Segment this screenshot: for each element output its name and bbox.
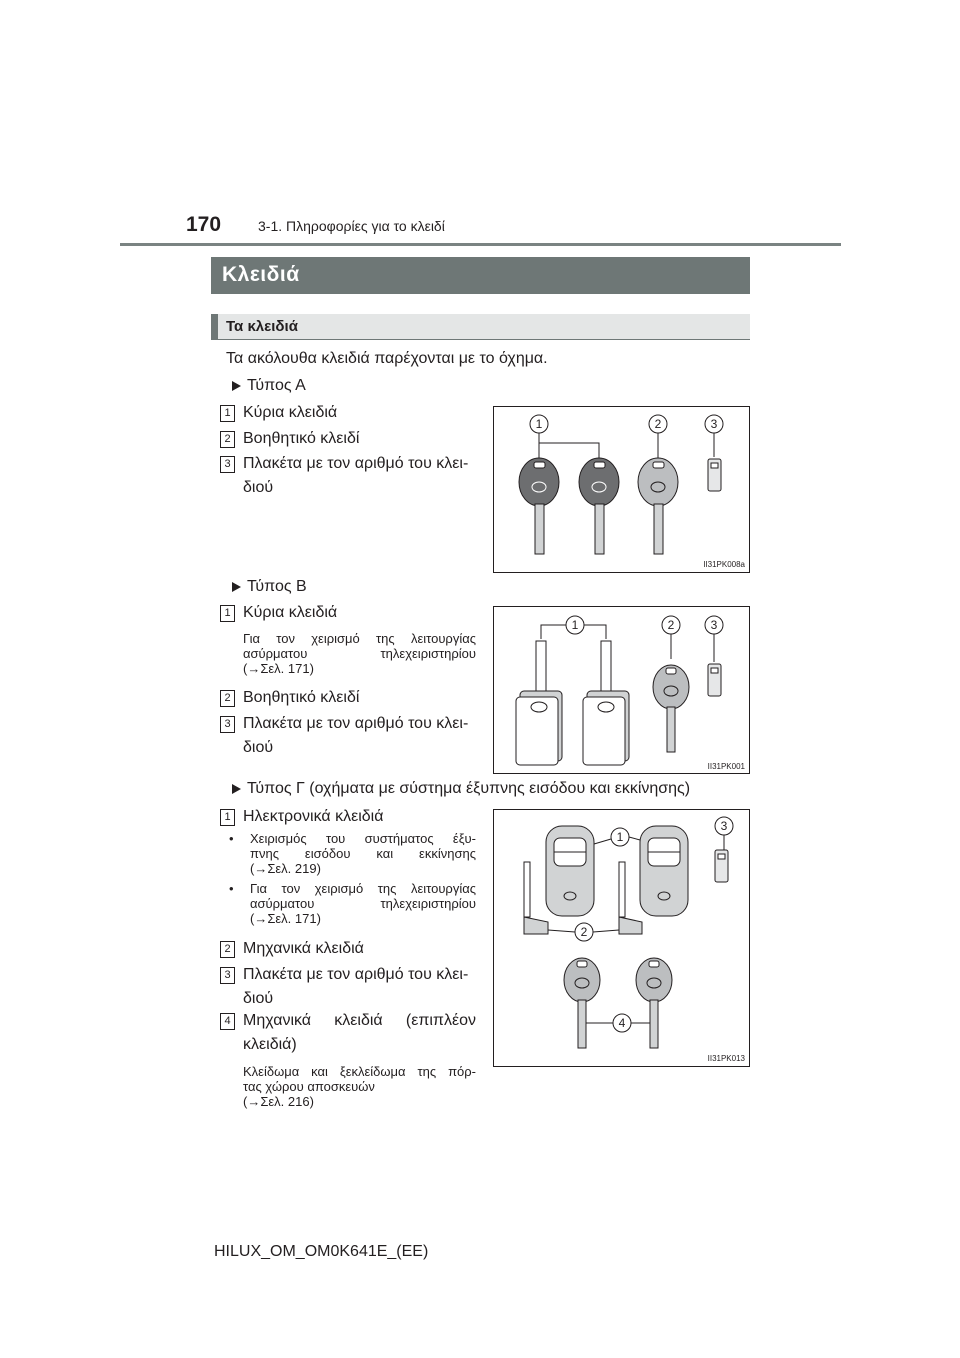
- item-note: Κλείδωμα και ξεκλείδωμα της πόρ-: [243, 1064, 476, 1079]
- item-number: 3: [220, 716, 235, 733]
- callout: 2: [580, 925, 588, 939]
- callout: 2: [654, 417, 662, 431]
- type-a-heading-text: Τύπος Α: [247, 377, 306, 394]
- item-number: 1: [220, 809, 235, 826]
- item-number: 2: [220, 431, 235, 448]
- header-divider: [120, 243, 841, 246]
- item-text: διού: [243, 479, 274, 496]
- item-text: Ηλεκτρονικά κλειδιά: [243, 808, 384, 825]
- figure-type-c: [493, 809, 750, 1067]
- page-number: 170: [186, 213, 222, 236]
- item-number: 1: [220, 605, 235, 622]
- bullet-text: ασύρματου τηλεχειριστηρίου: [250, 896, 476, 911]
- item-text: διού: [243, 739, 274, 756]
- item-number: 4: [220, 1013, 235, 1030]
- callout: 2: [667, 618, 675, 632]
- item-number: 2: [220, 941, 235, 958]
- callout: 3: [720, 819, 728, 833]
- bullet-dot: •: [229, 831, 234, 846]
- triangle-bullet-icon: [232, 381, 241, 391]
- bullet-text: (→Σελ. 219): [250, 861, 321, 876]
- bullet-text: Χειρισμός του συστήματος έξυ-: [250, 831, 476, 846]
- bullet-text: (→Σελ. 171): [250, 911, 321, 926]
- item-text: Πλακέτα με τον αριθμό του κλει-: [243, 966, 469, 983]
- item-text: Κύρια κλειδιά: [243, 404, 338, 421]
- item-text: κλειδιά): [243, 1036, 297, 1053]
- callout: 1: [535, 417, 543, 431]
- item-text: Κύρια κλειδιά: [243, 604, 338, 621]
- item-note: (→Σελ. 216): [243, 1094, 314, 1109]
- callout: 3: [710, 618, 718, 632]
- item-text: Βοηθητικό κλειδί: [243, 430, 360, 447]
- section-accent: [211, 314, 218, 339]
- type-c-heading-text: Τύπος Γ (οχήματα με σύστημα έξυπνης εισόδου και εκκίνησης): [247, 780, 691, 797]
- figure-type-a: [493, 406, 750, 573]
- item-text: Μηχανικά κλειδιά (επιπλέον: [243, 1012, 476, 1029]
- item-number: 3: [220, 456, 235, 473]
- item-text: Μηχανικά κλειδιά: [243, 940, 364, 957]
- item-note: τας χώρου αποσκευών: [243, 1079, 375, 1094]
- callout: 1: [616, 830, 624, 844]
- bullet-dot: •: [229, 881, 234, 896]
- type-a-heading: [232, 374, 306, 398]
- page-title: Κλειδιά: [222, 263, 300, 286]
- bullet-text: πνης εισόδου και εκκίνησης: [250, 846, 476, 861]
- item-text: Πλακέτα με τον αριθμό του κλει-: [243, 455, 469, 472]
- figure-code: II31PK013: [707, 1054, 745, 1063]
- triangle-bullet-icon: [232, 582, 241, 592]
- chapter-title: 3-1. Πληροφορίες για το κλειδί: [258, 218, 445, 234]
- callout: 3: [710, 417, 718, 431]
- callout: 4: [618, 1016, 626, 1030]
- figure-code: II31PK008a: [703, 560, 745, 569]
- item-text: διού: [243, 990, 274, 1007]
- type-c-heading: [232, 777, 690, 801]
- item-number: 1: [220, 405, 235, 422]
- triangle-bullet-icon: [232, 784, 241, 794]
- figure-code: II31PK001: [707, 762, 745, 771]
- keys-illustration: [494, 810, 749, 1066]
- keys-illustration: [494, 407, 749, 572]
- item-text: Βοηθητικό κλειδί: [243, 689, 360, 706]
- bullet-text: Για τον χειρισμό της λειτουργίας: [250, 881, 476, 896]
- intro-text: Τα ακόλουθα κλειδιά παρέχονται με το όχημα.: [226, 350, 548, 367]
- page-title-bar: [211, 257, 750, 294]
- item-note: (→Σελ. 171): [243, 661, 314, 676]
- type-b-heading: [232, 575, 307, 599]
- figure-type-b: [493, 606, 750, 774]
- item-note: ασύρματου τηλεχειριστηρίου: [243, 646, 476, 661]
- type-b-heading-text: Τύπος Β: [247, 578, 307, 595]
- item-note: Για τον χειρισμό της λειτουργίας: [243, 631, 476, 646]
- keys-illustration: [494, 607, 749, 773]
- section-title-bar: [211, 314, 750, 340]
- item-number: 2: [220, 690, 235, 707]
- callout: 1: [571, 618, 579, 632]
- item-number: 3: [220, 967, 235, 984]
- footer-doc-code: HILUX_OM_OM0K641E_(EE): [214, 1243, 429, 1260]
- item-text: Πλακέτα με τον αριθμό του κλει-: [243, 715, 469, 732]
- section-title: Τα κλειδιά: [226, 318, 298, 335]
